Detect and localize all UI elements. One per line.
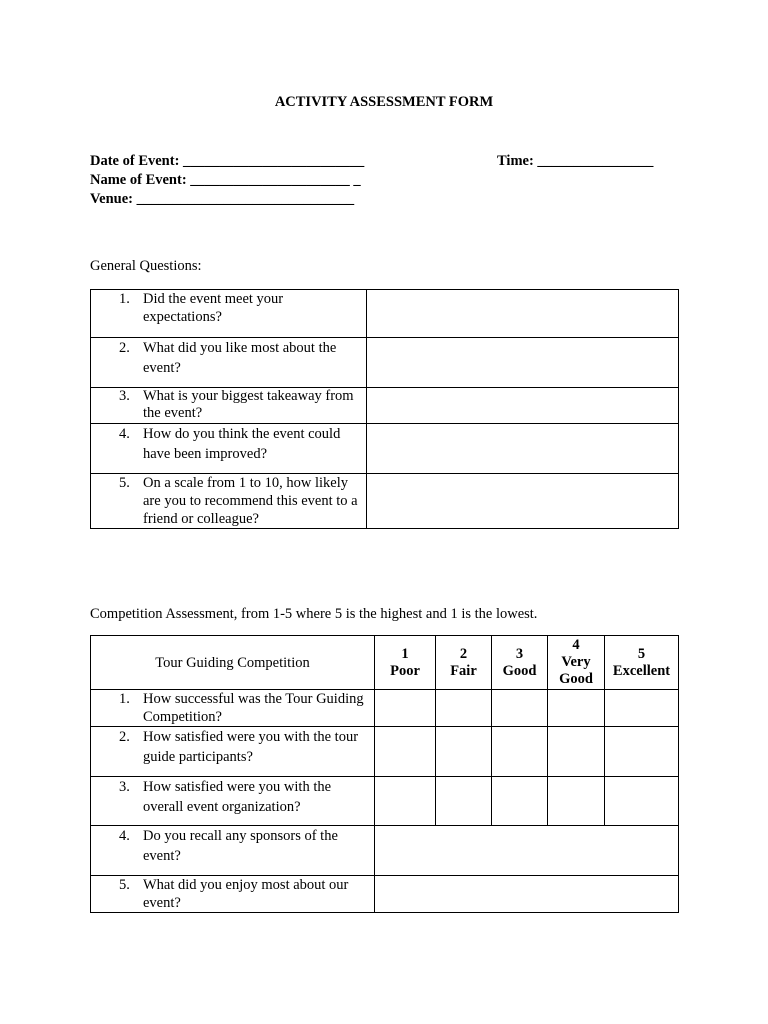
- rating-cell[interactable]: [548, 690, 605, 727]
- question-number: 3.: [119, 779, 130, 795]
- question-text: How successful was the Tour Guiding Competition?: [143, 691, 364, 725]
- competition-name: Tour Guiding Competition: [91, 636, 375, 690]
- question-text: How satisfied were you with the tour guide participants?: [143, 729, 359, 765]
- table-row: [91, 826, 679, 876]
- answer-cell[interactable]: [375, 876, 679, 913]
- rating-cell[interactable]: [436, 727, 492, 777]
- question-number: 2.: [119, 340, 130, 356]
- table-row: [91, 290, 679, 338]
- rating-cell[interactable]: [436, 777, 492, 826]
- rating-cell[interactable]: [605, 727, 679, 777]
- rating-header-4: [548, 636, 605, 690]
- answer-cell[interactable]: [367, 338, 679, 388]
- question-text: How satisfied were you with the overall event organization?: [143, 779, 332, 815]
- question-text: What is your biggest takeaway from the event?: [143, 388, 354, 421]
- question-text: On a scale from 1 to 10, how likely are you to recommend this event to a friend or colleague?: [143, 475, 358, 527]
- question-number: 5.: [119, 877, 130, 893]
- answer-cell[interactable]: [367, 388, 679, 424]
- question-text: Did the event meet your expectations?: [143, 291, 284, 325]
- answer-cell[interactable]: [367, 424, 679, 474]
- rating-cell[interactable]: [375, 777, 436, 826]
- table-row: [91, 690, 679, 727]
- table-row: [91, 424, 679, 474]
- rating-header-1: [375, 636, 436, 690]
- rating-number: 5: [637, 645, 646, 662]
- table-row: [91, 338, 679, 388]
- rating-number: 2: [459, 645, 468, 662]
- rating-cell[interactable]: [605, 777, 679, 826]
- rating-label: Poor: [390, 662, 420, 679]
- question-number: 3.: [119, 388, 130, 404]
- table-row: [91, 876, 679, 913]
- question-text: Do you recall any sponsors of the event?: [143, 828, 338, 864]
- rating-label: Excellent: [612, 662, 671, 679]
- question-text: What did you enjoy most about our event?: [143, 877, 349, 911]
- rating-header-3: [492, 636, 548, 690]
- question-number: 1.: [119, 691, 130, 707]
- date-of-event-field[interactable]: Date of Event: _________________________: [90, 153, 365, 169]
- table-row: [91, 388, 679, 424]
- question-number: 5.: [119, 475, 130, 491]
- question-number: 4.: [119, 828, 130, 844]
- time-field[interactable]: Time: ________________: [497, 153, 654, 169]
- answer-cell[interactable]: [375, 826, 679, 876]
- rating-label: Very Good: [559, 654, 593, 687]
- rating-header-2: [436, 636, 492, 690]
- question-text: What did you like most about the event?: [143, 340, 337, 376]
- question-number: 1.: [119, 291, 130, 307]
- rating-number: 4: [572, 637, 580, 653]
- rating-number: 1: [401, 645, 409, 662]
- rating-cell[interactable]: [375, 690, 436, 727]
- answer-cell[interactable]: [367, 474, 679, 529]
- question-number: 2.: [119, 729, 130, 745]
- rating-label: Good: [502, 662, 537, 679]
- table-row: [91, 474, 679, 529]
- table-row: [91, 777, 679, 826]
- rating-cell[interactable]: [492, 777, 548, 826]
- name-of-event-field[interactable]: Name of Event: ______________________ _: [90, 172, 361, 188]
- competition-heading: Competition Assessment, from 1-5 where 5 is the highest and 1 is the lowest.: [90, 606, 538, 622]
- venue-field[interactable]: Venue: ______________________________: [90, 191, 355, 207]
- table-header-row: [91, 636, 679, 690]
- rating-header-5: [605, 636, 679, 690]
- rating-cell[interactable]: [548, 727, 605, 777]
- form-title: ACTIVITY ASSESSMENT FORM: [274, 94, 494, 110]
- rating-cell[interactable]: [548, 777, 605, 826]
- general-questions-heading: General Questions:: [90, 258, 202, 274]
- competition-table: [90, 635, 679, 913]
- general-questions-table: [90, 289, 679, 529]
- rating-cell[interactable]: [436, 690, 492, 727]
- answer-cell[interactable]: [367, 290, 679, 338]
- table-row: [91, 727, 679, 777]
- question-number: 4.: [119, 426, 130, 442]
- rating-cell[interactable]: [492, 727, 548, 777]
- rating-cell[interactable]: [605, 690, 679, 727]
- rating-cell[interactable]: [492, 690, 548, 727]
- rating-number: 3: [515, 645, 524, 662]
- rating-cell[interactable]: [375, 727, 436, 777]
- rating-label: Fair: [450, 662, 477, 679]
- question-text: How do you think the event could have been improved?: [143, 426, 341, 462]
